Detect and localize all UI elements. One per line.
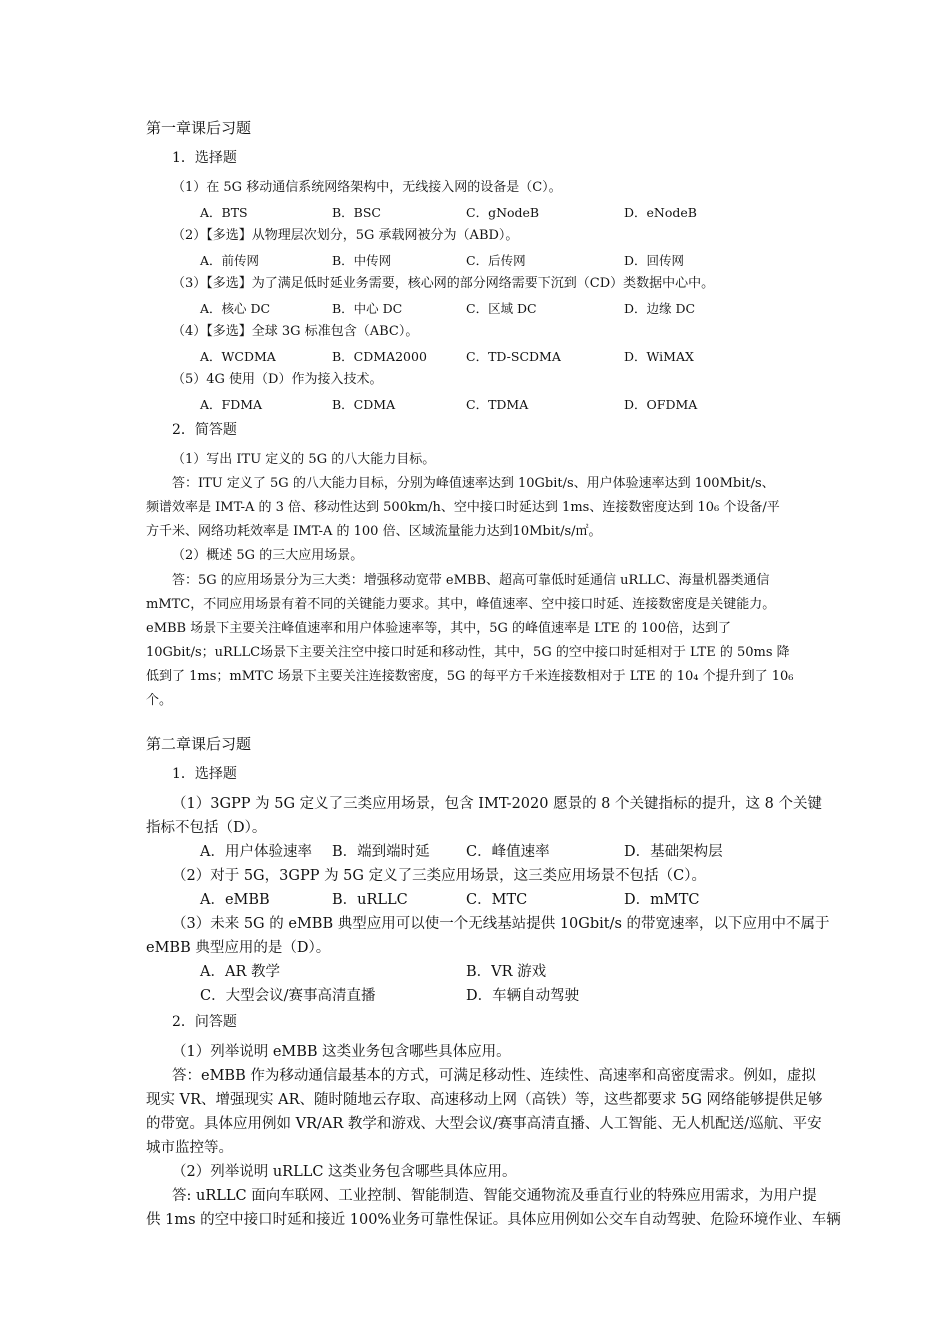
ch2-q2-option-a: A．eMBB <box>200 892 270 908</box>
ch1-q1-option-b: B．BSC <box>332 205 381 220</box>
ch1-q4: （4）【多选】全球 3G 标准包含（ABC）。 <box>172 324 419 339</box>
ch1-section-short-answer: 2．简答题 <box>172 422 237 438</box>
ch2-section-qa: 2．问答题 <box>172 1014 237 1030</box>
ch2-q1-option-c: C．峰值速率 <box>466 844 550 860</box>
ch2-q2-option-c: C．MTC <box>466 892 528 908</box>
ch1-q2-option-c: C．后传网 <box>466 253 526 268</box>
ch1-sa1-answer-line: 答：ITU 定义了 5G 的八大能力目标，分别为峰值速率达到 10Gbit/s、用户体验速率达到 100Mbit/s、 <box>172 476 775 491</box>
ch2-qa1-question: （1）列举说明 eMBB 这类业务包含哪些具体应用。 <box>172 1044 511 1060</box>
ch1-sa2-question: （2）概述 5G 的三大应用场景。 <box>172 548 364 563</box>
ch1-q4-option-a: A．WCDMA <box>200 349 276 364</box>
ch1-sa2-answer-line: 10Gbit/s；uRLLC场景下主要关注空中接口时延和移动性，其中，5G 的空中接口时延相对于 LTE 的 50ms 降 <box>146 645 790 660</box>
ch1-sa2-answer-line: 答：5G 的应用场景分为三大类：增强移动宽带 eMBB、超高可靠低时延通信 uRLLC、海量机器类通信 <box>172 573 770 588</box>
chapter2-title: 第二章课后习题 <box>146 735 252 753</box>
ch2-q2: （2）对于 5G，3GPP 为 5G 定义了三类应用场景，这三类应用场景不包括（C）。 <box>172 868 706 884</box>
ch1-section-choice: 1．选择题 <box>172 150 237 166</box>
ch2-q2-option-d: D．mMTC <box>624 892 700 908</box>
ch1-q1-option-a: A．BTS <box>200 205 248 220</box>
ch1-q5: （5）4G 使用（D）作为接入技术。 <box>172 372 383 387</box>
ch1-sa1-question: （1）写出 ITU 定义的 5G 的八大能力目标。 <box>172 452 436 467</box>
ch1-q3-option-b: B．中心 DC <box>332 301 403 316</box>
ch1-sa1-answer-line: 方千米、网络功耗效率是 IMT-A 的 100 倍、区域流量能力达到10Mbit/s/㎡。 <box>146 524 602 539</box>
ch2-qa2-answer-line: 供 1ms 的空中接口时延和接近 100%业务可靠性保证。具体应用例如公交车自动驾驶、危险环境作业、车辆 <box>146 1212 841 1228</box>
ch2-q3-line: （3）未来 5G 的 eMBB 典型应用可以使一个无线基站提供 10Gbit/s 的带宽速率，以下应用中不属于 <box>172 916 830 932</box>
ch2-qa1-answer-line: 现实 VR、增强现实 AR、随时随地云存取、高速移动上网（高铁）等，这些都要求 5G 网络能够提供足够 <box>146 1092 823 1108</box>
ch2-q1-option-d: D．基础架构层 <box>624 844 723 860</box>
ch1-q4-option-d: D．WiMAX <box>624 349 694 364</box>
ch1-q3-option-c: C．区域 DC <box>466 301 537 316</box>
ch1-q3-option-d: D．边缘 DC <box>624 301 696 316</box>
ch1-sa2-answer-line: 个。 <box>146 693 173 708</box>
ch1-q4-option-b: B．CDMA2000 <box>332 349 427 364</box>
ch2-q3-line: eMBB 典型应用的是（D）。 <box>146 940 331 956</box>
ch2-q1-option-a: A．用户体验速率 <box>200 844 312 860</box>
ch1-q3: （3）【多选】为了满足低时延业务需要，核心网的部分网络需要下沉到（CD）类数据中心中。 <box>172 276 715 291</box>
ch2-qa1-answer-line: 城市监控等。 <box>146 1140 233 1156</box>
ch1-q5-option-a: A．FDMA <box>200 397 263 412</box>
ch2-q1-line: 指标不包括（D）。 <box>146 820 267 836</box>
ch1-q2-option-b: B．中传网 <box>332 253 392 268</box>
ch1-q1: （1）在 5G 移动通信系统网络架构中，无线接入网的设备是（C）。 <box>172 180 562 195</box>
ch1-q5-option-d: D．OFDMA <box>624 397 698 412</box>
ch1-q2-option-a: A．前传网 <box>200 253 260 268</box>
ch2-q3-option-b: B．VR 游戏 <box>466 964 547 980</box>
ch2-qa1-answer-line: 答：eMBB 作为移动通信最基本的方式，可满足移动性、连续性、高速率和高密度需求。例如，虚拟 <box>172 1068 816 1084</box>
ch2-q3-option-d: D．车辆自动驾驶 <box>466 988 580 1004</box>
ch2-q3-option-c: C．大型会议/赛事高清直播 <box>200 988 376 1004</box>
chapter1-title: 第一章课后习题 <box>146 119 252 137</box>
ch1-sa2-answer-line: 低到了 1ms；mMTC 场景下主要关注连接数密度，5G 的每平方千米连接数相对于 LTE 的 10₄ 个提升到了 10₆ <box>146 669 794 684</box>
ch1-q2: （2）【多选】从物理层次划分，5G 承载网被分为（ABD）。 <box>172 228 519 243</box>
ch1-sa1-answer-line: 频谱效率是 IMT-A 的 3 倍、移动性达到 500km/h、空中接口时延达到 1ms、连接数密度达到 10₆ 个设备/平 <box>146 500 780 515</box>
ch1-q5-option-b: B．CDMA <box>332 397 396 412</box>
ch2-qa2-question: （2）列举说明 uRLLC 这类业务包含哪些具体应用。 <box>172 1164 517 1180</box>
ch1-q5-option-c: C．TDMA <box>466 397 529 412</box>
ch1-q1-option-c: C．gNodeB <box>466 205 540 220</box>
ch2-q1-option-b: B．端到端时延 <box>332 844 430 860</box>
ch2-qa1-answer-line: 的带宽。具体应用例如 VR/AR 教学和游戏、大型会议/赛事高清直播、人工智能、无人机配送/巡航、平安 <box>146 1116 822 1132</box>
ch1-q2-option-d: D．回传网 <box>624 253 685 268</box>
ch2-q2-option-b: B．uRLLC <box>332 892 408 908</box>
ch2-q3-option-a: A．AR 教学 <box>200 964 280 980</box>
ch2-section-choice: 1．选择题 <box>172 766 237 782</box>
ch1-q1-option-d: D．eNodeB <box>624 205 697 220</box>
ch1-q3-option-a: A．核心 DC <box>200 301 271 316</box>
ch2-q1-line: （1）3GPP 为 5G 定义了三类应用场景，包含 IMT-2020 愿景的 8 个关键指标的提升，这 8 个关键 <box>172 796 822 812</box>
ch1-sa2-answer-line: mMTC，不同应用场景有着不同的关键能力要求。其中，峰值速率、空中接口时延、连接数密度是关键能力。 <box>146 597 776 612</box>
ch1-q4-option-c: C．TD-SCDMA <box>466 349 561 364</box>
ch1-sa2-answer-line: eMBB 场景下主要关注峰值速率和用户体验速率等，其中，5G 的峰值速率是 LTE 的 100倍，达到了 <box>146 621 731 636</box>
ch2-qa2-answer-line: 答: uRLLC 面向车联网、工业控制、智能制造、智能交通物流及垂直行业的特殊应用需求，为用户提 <box>172 1188 817 1204</box>
